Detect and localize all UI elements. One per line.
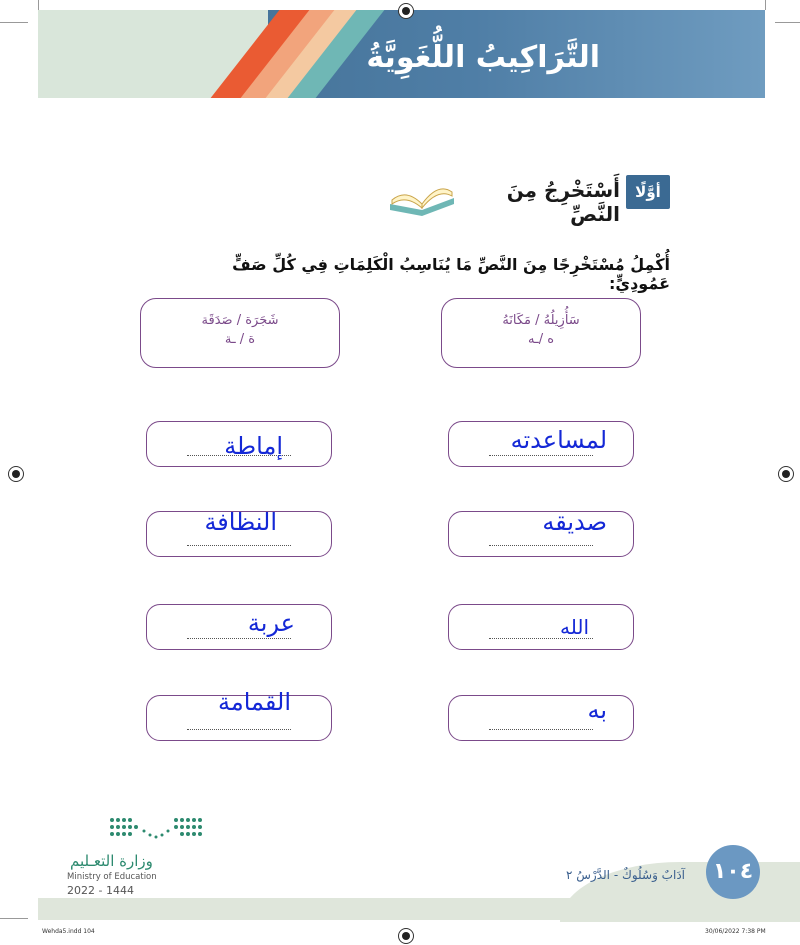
section-heading: أَسْتَخْرِجُ مِنَ النَّصِّ xyxy=(506,178,620,226)
example-letters: ة / ـة xyxy=(224,332,256,347)
exercise-instruction: أُكْمِلُ مُسْتَخْرِجًا مِنَ النَّصِّ مَا يُنَاسِبُ الْكَلِمَاتِ فِي كُلِّ صَفٍّ عَمُودِيٍّ: xyxy=(232,255,670,293)
answer-field[interactable] xyxy=(146,688,332,741)
crop-mark xyxy=(765,0,766,10)
handwritten-answer: القمامة xyxy=(217,688,291,716)
edition-year: 2022 - 1444 xyxy=(67,884,134,897)
crop-mark xyxy=(0,22,28,23)
handwritten-answer: عربة xyxy=(247,609,295,637)
example-letters: ه /ـه xyxy=(527,332,555,347)
handwritten-answer: الله xyxy=(560,615,589,639)
lesson-label: آدَابٌ وَسُلُوكٌ - الدَّرْسُ ٢ xyxy=(566,868,685,882)
section-badge: أوَّلًا xyxy=(626,175,670,209)
handwritten-answer: به xyxy=(587,696,607,724)
open-book-icon xyxy=(386,174,458,216)
answer-field[interactable] xyxy=(146,604,332,650)
registration-mark-icon xyxy=(778,466,794,482)
dotted-line xyxy=(187,729,291,730)
registration-mark-icon xyxy=(398,928,414,944)
page-number: ١٠٤ xyxy=(706,845,760,899)
print-slug-file: Wehda5.indd 104 xyxy=(42,928,95,935)
answer-field[interactable] xyxy=(448,604,634,650)
dotted-line xyxy=(489,545,593,546)
answer-field[interactable] xyxy=(146,508,332,557)
handwritten-answer: صديقه xyxy=(542,508,607,536)
example-words: شَجَرَة / صَدَقَة xyxy=(201,313,279,328)
ministry-name-arabic: وزارة التعـليم xyxy=(70,852,153,870)
registration-mark-icon xyxy=(398,3,414,19)
dotted-line xyxy=(187,545,291,546)
print-slug-date: 30/06/2022 7:38 PM xyxy=(705,928,766,935)
answer-field[interactable] xyxy=(448,508,634,557)
answer-field[interactable] xyxy=(146,421,332,467)
handwritten-answer: النظافة xyxy=(204,508,277,536)
crop-mark xyxy=(0,918,28,919)
example-box-right xyxy=(441,298,641,368)
answer-field[interactable] xyxy=(448,695,634,741)
ministry-logo-icon xyxy=(108,815,204,843)
page-title: التَّرَاكِيبُ اللُّغَوِيَّةُ xyxy=(366,40,600,75)
ministry-name-english: Ministry of Education xyxy=(67,872,157,882)
example-box-left xyxy=(140,298,340,368)
example-words: سَأُزِيلُهُ / مَكَانَهُ xyxy=(502,313,580,328)
crop-mark xyxy=(38,0,39,10)
handwritten-answer: لمساعدته xyxy=(510,426,607,454)
answer-field[interactable] xyxy=(448,421,634,467)
handwritten-answer: إماطة xyxy=(224,432,283,460)
registration-mark-icon xyxy=(8,466,24,482)
dotted-line xyxy=(489,729,593,730)
crop-mark xyxy=(775,22,800,23)
